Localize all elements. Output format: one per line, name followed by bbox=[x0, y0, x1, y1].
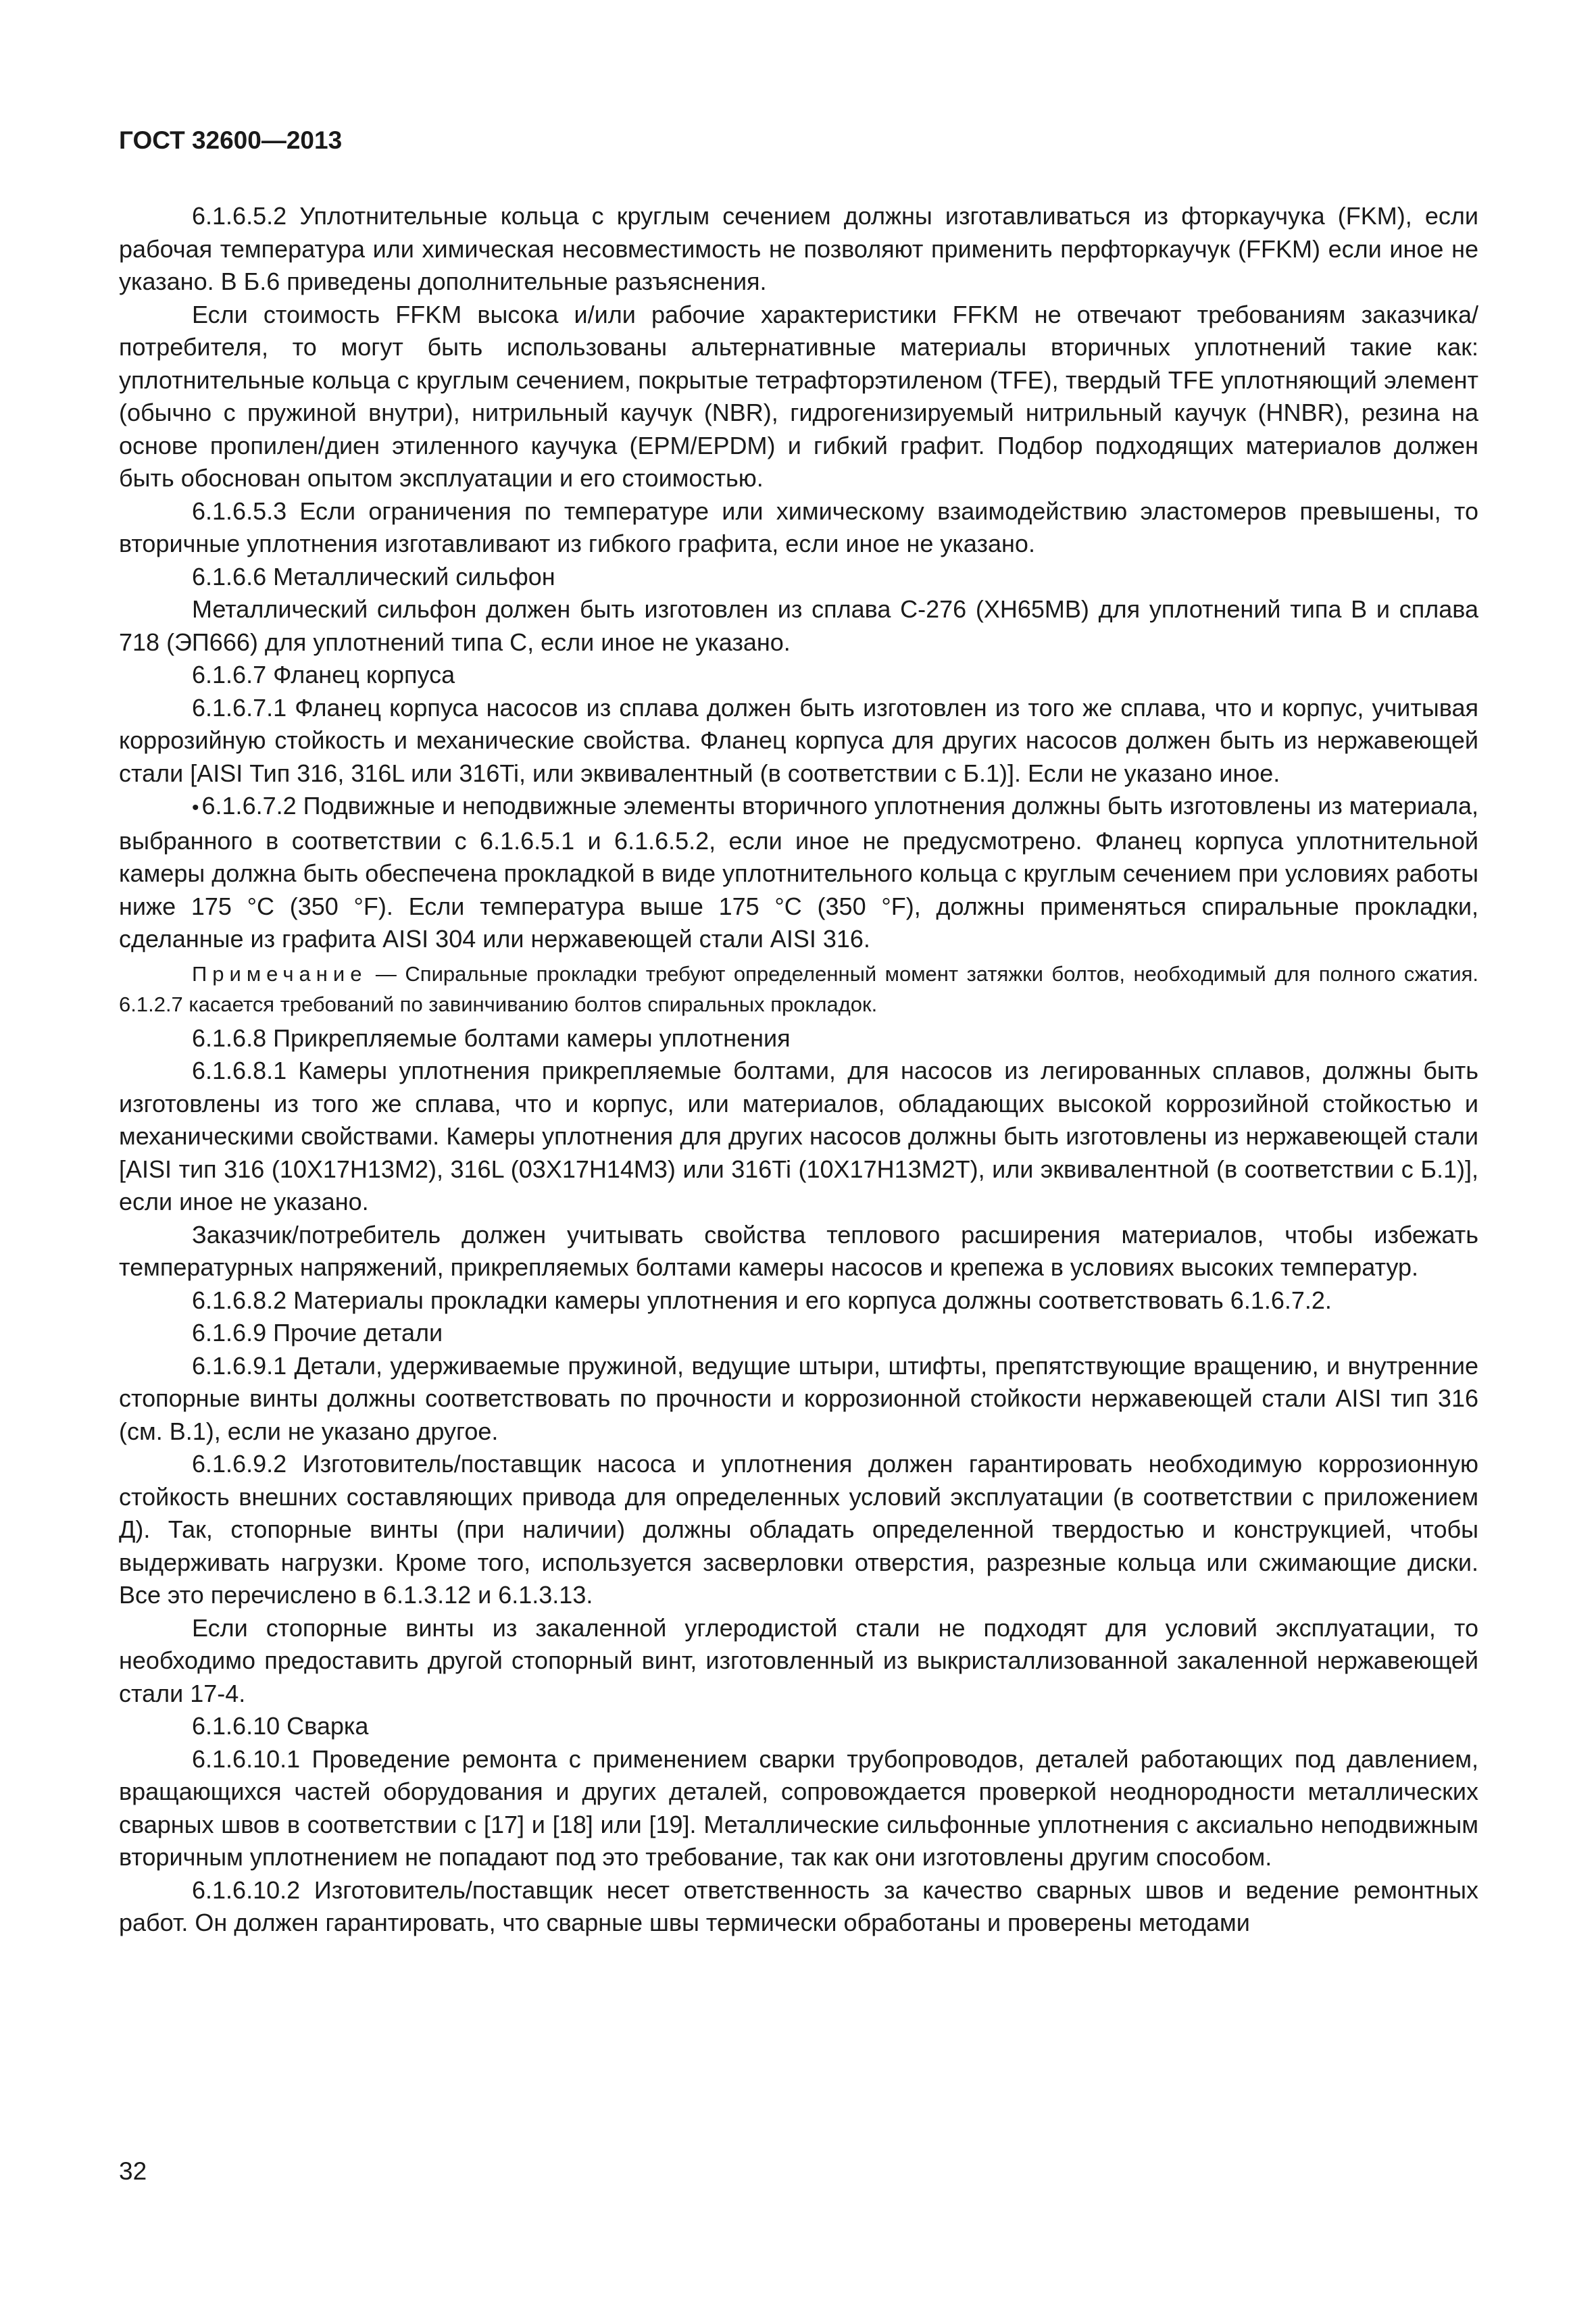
paragraph: Если стоимость FFKM высока и/или рабочие характеристики FFKM не отвечают требованиям заказчика/потребителя, то могут быть использованы альтернативные материалы вторичных уплотнений такие как: уплотнительные кольца с круглым сечением, покрытые тетрафторэтиленом (TFE), твердый TFE уплотняющий элемент (обычно с пружиной внутри), нитрильный каучук (NBR), гидрогенизируемый нитрильный каучук (HNBR), резина на основе пропилен/диен этиленного каучука (EPM/EPDM) и гибкий графит. Подбор подходящих материалов должен быть обоснован опытом эксплуатации и его стоимостью. bbox=[119, 300, 1478, 492]
paragraph: 6.1.6.9.2 Изготовитель/поставщик насоса и уплотнения должен гарантировать необходимую коррозионную стойкость внешних составляющих привода для определенных условий эксплуатации (в соответствии с приложением Д). Так, стопорные винты (при наличии) должны обладать определенной твердостью и конструкцией, чтобы выдерживать нагрузки. Кроме того, используется засверловки отверстия, разрезные кольца или сжимающие диски. Все это перечислено в 6.1.3.12 и 6.1.3.13. bbox=[119, 1450, 1478, 1609]
document-header: ГОСТ 32600—2013 bbox=[119, 126, 343, 154]
paragraph: Если стопорные винты из закаленной углеродистой стали не подходят для условий эксплуатации, то необходимо предоставить другой стопорный винт, изготовленный из выкристаллизованной закаленной нержавеющей стали 17-4. bbox=[119, 1613, 1478, 1707]
page-number: 32 bbox=[119, 2157, 147, 2185]
section-heading: 6.1.6.6 Металлический сильфон bbox=[192, 562, 555, 590]
paragraph: 6.1.6.5.3 Если ограничения по температуре или химическому взаимодействию эластомеров превышены, то вторичные уплотнения изготавливают из гибкого графита, если иное не указано. bbox=[119, 497, 1478, 557]
paragraph: 6.1.6.8.1 Камеры уплотнения прикрепляемые болтами, для насосов из легированных сплавов, должны быть изготовлены из того же сплава, что и корпус, или материалов, обладающих высокой коррозийной стойкостью и механическими свойствами. Камеры уплотнения для других насосов должны быть изготовлены из нержавеющей стали [AISI тип 316 (10Х17Н13М2), 316L (03Х17Н14М3) или 316Ti (10Х17Н13М2Т), или эквивалентной (в соответствии с Б.1)], если иное не указано. bbox=[119, 1057, 1478, 1215]
bulleted-paragraph bbox=[119, 790, 1478, 956]
paragraph: 6.1.6.5.2 Уплотнительные кольца с круглым сечением должны изготавливаться из фторкаучука (FKM), если рабочая температура или химическая несовместимость не позволяют применить перфторкаучук (FFKM) если иное не указано. В Б.6 приведены дополнительные разъяснения. bbox=[119, 202, 1478, 295]
note-label: Примечание bbox=[192, 961, 368, 986]
section-heading: 6.1.6.7 Фланец корпуса bbox=[192, 661, 455, 688]
document-body bbox=[119, 200, 1478, 1940]
paragraph: 6.1.6.8.2 Материалы прокладки камеры уплотнения и его корпуса должны соответствовать 6.1.6.7.2. bbox=[192, 1286, 1332, 1314]
paragraph: Заказчик/потребитель должен учитывать свойства теплового расширения материалов, чтобы избежать температурных напряжений, прикрепляемых болтами камеры насосов и крепежа в условиях высоких температур. bbox=[119, 1220, 1478, 1281]
bullet-icon: • bbox=[192, 797, 199, 819]
section-heading: 6.1.6.9 Прочие детали bbox=[192, 1319, 443, 1347]
paragraph: Металлический сильфон должен быть изготовлен из сплава С-276 (ХН65МВ) для уплотнений типа В и сплава 718 (ЭП666) для уплотнений типа С, если иное не указано. bbox=[119, 595, 1478, 656]
paragraph: 6.1.6.7.1 Фланец корпуса насосов из сплава должен быть изготовлен из того же сплава, что и корпус, учитывая коррозийную стойкость и механические свойства. Фланец корпуса для других насосов должен быть из нержавеющей стали [AISI Тип 316, 316L или 316Ti, или эквивалентный (в соответствии с Б.1)]. Если не указано иное. bbox=[119, 693, 1478, 787]
section-heading: 6.1.6.10 Сварка bbox=[192, 1712, 369, 1740]
paragraph: 6.1.6.9.1 Детали, удерживаемые пружиной, ведущие штыри, штифты, препятствующие вращению, и внутренние стопорные винты должны соответствовать по прочности и коррозионной стойкости нержавеющей стали AISI тип 316 (см. В.1), если не указано другое. bbox=[119, 1351, 1478, 1445]
section-heading: 6.1.6.8 Прикрепляемые болтами камеры уплотнения bbox=[192, 1024, 791, 1052]
paragraph: 6.1.6.10.1 Проведение ремонта с применением сварки трубопроводов, деталей работающих под давлением, вращающихся частей оборудования и других деталей, сопровождается проверкой неоднородности металлических сварных швов в соответствии с [17] и [18] или [19]. Металлические сильфонные уплотнения с аксиально неподвижным вторичным уплотнением не попадают под это требование, так как они изготовлены другим способом. bbox=[119, 1744, 1478, 1871]
paragraph: 6.1.6.10.2 Изготовитель/поставщик несет ответственность за качество сварных швов и ведение ремонтных работ. Он должен гарантировать, что сварные швы термически обработаны и проверены методами bbox=[119, 1876, 1478, 1936]
note-text: Спиральные прокладки требуют определенный момент затяжки болтов, необходимый для полного сжатия. 6.1.2.7 касается требований по завинчиванию болтов спиральных прокладок. bbox=[119, 961, 1478, 1016]
note-dash: — bbox=[367, 961, 405, 986]
paragraph-text: 6.1.6.7.2 Подвижные и неподвижные элементы вторичного уплотнения должны быть изготовлены из материала, выбранного в соответствии с 6.1.6.5.1 и 6.1.6.5.2, если иное не предусмотрено. Фланец корпуса уплотнительной камеры должна быть обеспечена прокладкой в виде уплотнительного кольца с круглым сечением при условиях работы ниже 175 °С (350 °F). Если температура выше 175 °С (350 °F), должны применяться спиральные прокладки, сделанные из графита AISI 304 или нержавеющей стали AISI 316. bbox=[119, 792, 1478, 953]
note bbox=[119, 956, 1478, 1022]
